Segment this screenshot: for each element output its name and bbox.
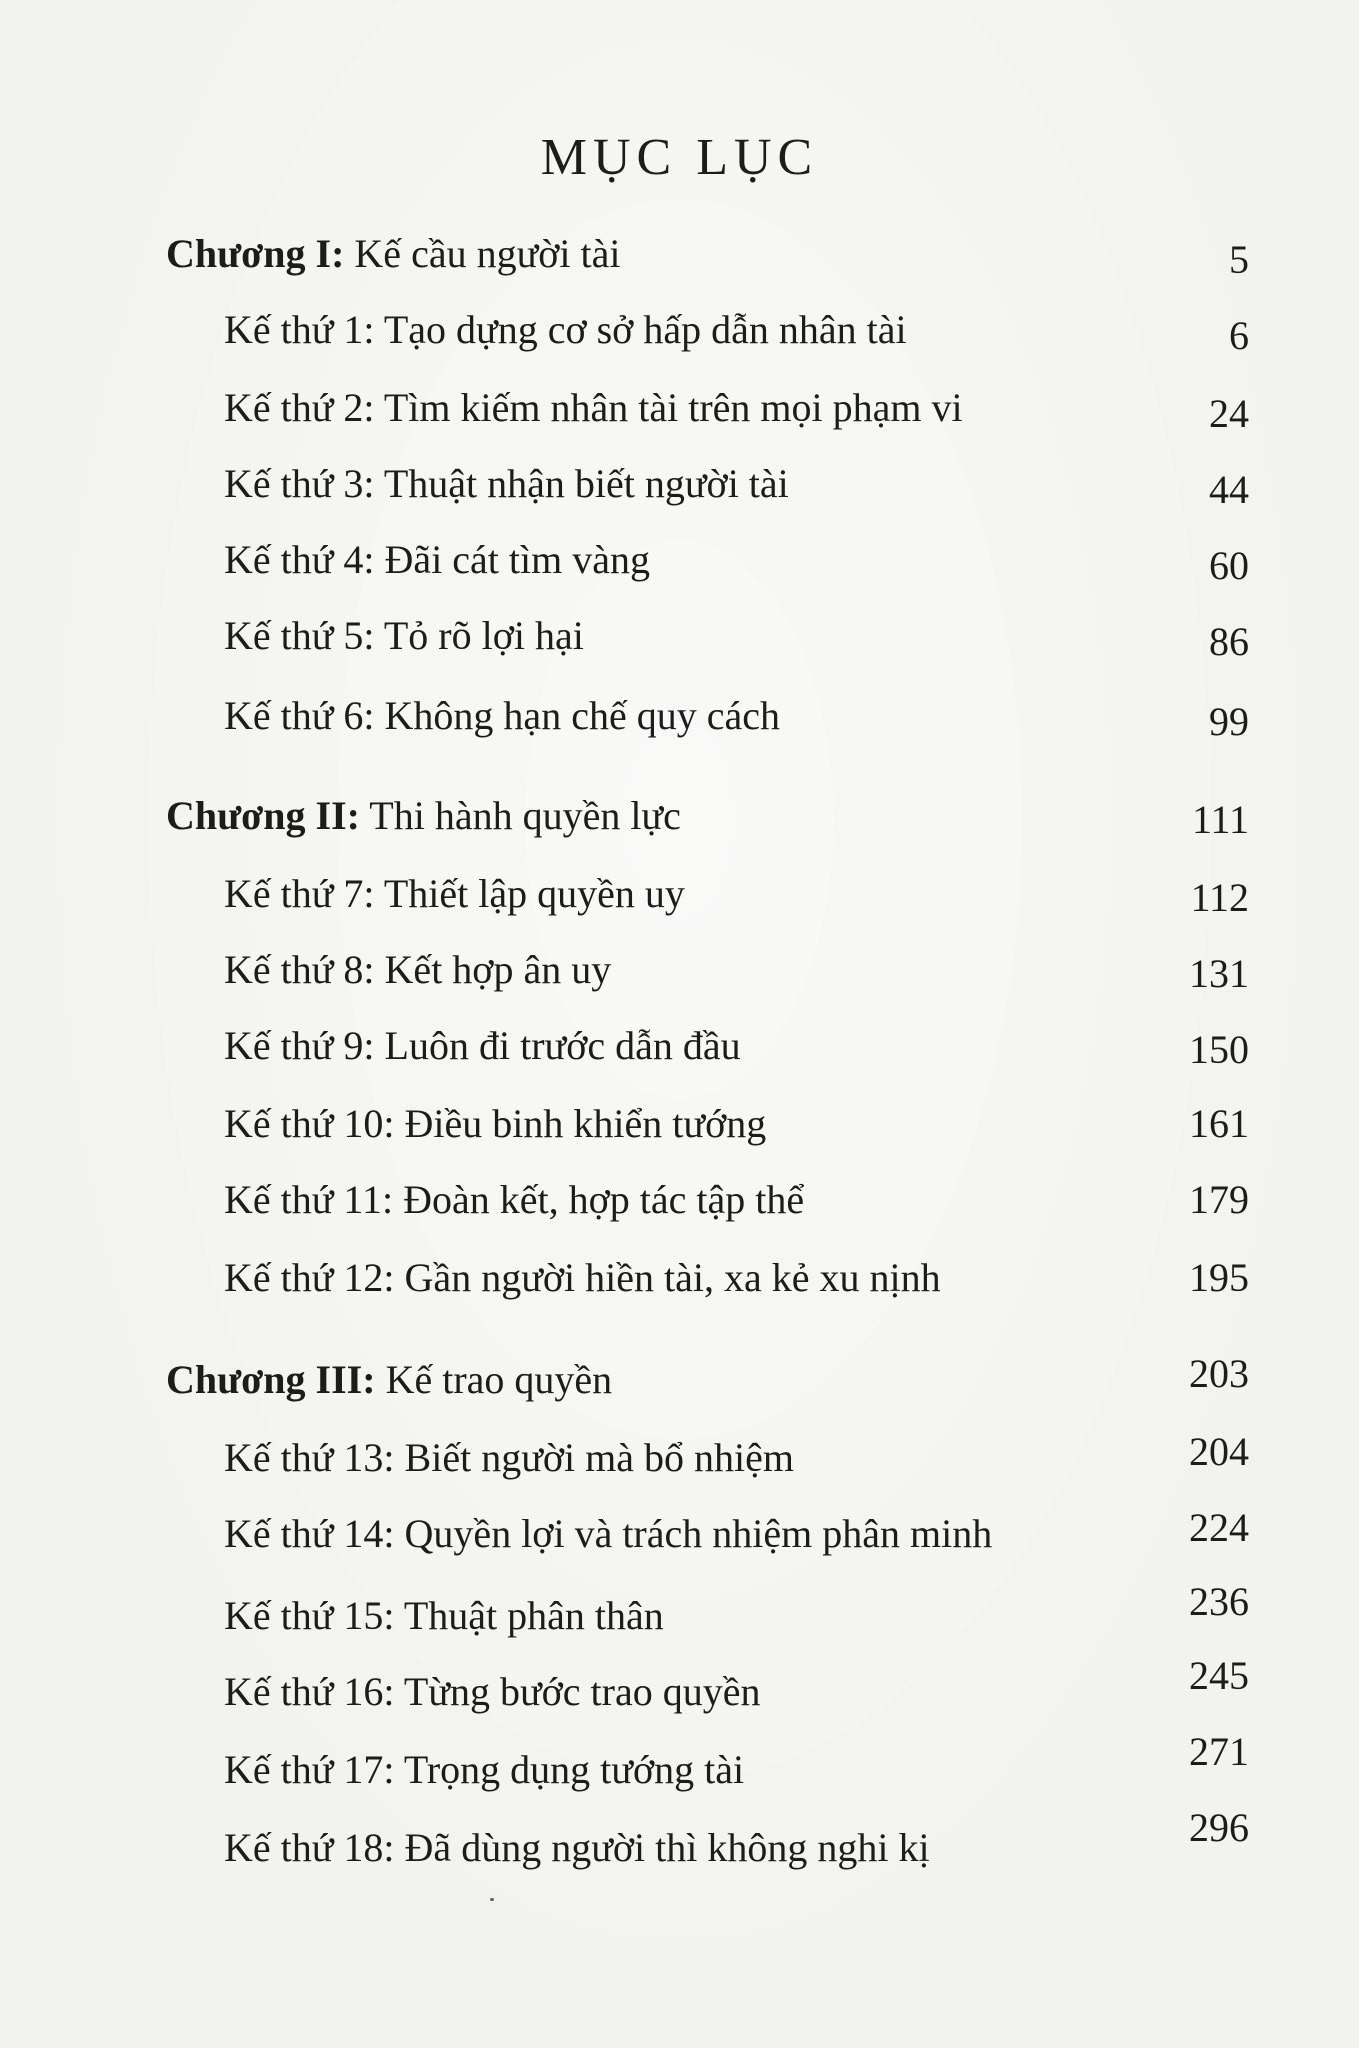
toc-entry-page: 195 (1189, 1255, 1249, 1300)
toc-entry (0, 1506, 1359, 1562)
chapter-prefix: Chương III: (166, 1357, 376, 1402)
toc-entry-page: 6 (1229, 313, 1249, 358)
toc-entry (0, 688, 1359, 744)
toc-entry (0, 608, 1359, 664)
chapter-prefix: Chương II: (166, 793, 360, 838)
toc-entry-page: 112 (1190, 875, 1249, 920)
toc-entry (0, 1653, 1359, 1720)
toc-entry-page: 204 (1189, 1429, 1249, 1474)
toc-entry (0, 866, 1359, 922)
toc-entry-label: Kế thứ 3: Thuật nhận biết người tài (224, 461, 789, 506)
toc-entry (0, 1172, 1359, 1228)
toc-entry-page: 161 (1189, 1101, 1249, 1146)
toc-entry (0, 1579, 1359, 1644)
toc-entry-page: 60 (1209, 543, 1249, 588)
chapter-heading (0, 1352, 1359, 1408)
toc-entry-label: Kế thứ 13: Biết người mà bổ nhiệm (224, 1435, 794, 1480)
toc-entry (0, 532, 1359, 588)
toc-entry-label: Kế thứ 12: Gần người hiền tài, xa kẻ xu nịnh (224, 1255, 941, 1300)
toc-entry-label: Kế thứ 2: Tìm kiếm nhân tài trên mọi phạm vi (224, 385, 963, 430)
chapter-heading (0, 788, 1359, 844)
toc-entry (0, 302, 1359, 358)
chapter-name: Kế cầu người tài (354, 231, 621, 276)
toc-entry-page: 150 (1189, 1027, 1249, 1072)
toc-entry (0, 1430, 1359, 1486)
toc-entry-label: Kế thứ 11: Đoàn kết, hợp tác tập thể (224, 1177, 805, 1222)
chapter-heading (0, 226, 1359, 282)
page-title: MỤC LỤC (540, 129, 819, 186)
toc-entry (0, 1096, 1359, 1152)
toc-entry-label: Kế thứ 14: Quyền lợi và trách nhiệm phân minh (224, 1511, 993, 1556)
toc-entry-page: 131 (1189, 951, 1249, 996)
toc-entry-page: 99 (1209, 699, 1249, 744)
toc-entry (0, 1250, 1359, 1306)
toc-entry-label: Kế thứ 15: Thuật phân thân (224, 1593, 664, 1638)
toc-entry (0, 380, 1359, 436)
chapter-label (166, 788, 681, 844)
toc-entry-page: 179 (1189, 1177, 1249, 1222)
toc-entry-label: Kế thứ 10: Điều binh khiển tướng (224, 1101, 767, 1146)
toc-entry-label: Kế thứ 1: Tạo dựng cơ sở hấp dẫn nhân tài (224, 307, 907, 352)
toc-entry-label: Kế thứ 9: Luôn đi trước dẫn đầu (224, 1023, 741, 1068)
toc-entry-page: 236 (1189, 1579, 1249, 1624)
chapter-prefix: Chương I: (166, 231, 345, 276)
chapter-page-number: 203 (1189, 1351, 1249, 1396)
toc-entry-label: Kế thứ 17: Trọng dụng tướng tài (224, 1747, 745, 1792)
chapter-name: Kế trao quyền (385, 1357, 613, 1402)
chapter-label (166, 226, 621, 282)
toc-entry-page: 245 (1189, 1653, 1249, 1698)
toc-entry-page: 224 (1189, 1505, 1249, 1550)
toc-entry (0, 942, 1359, 998)
toc-entry-label: Kế thứ 4: Đãi cát tìm vàng (224, 537, 651, 582)
toc-entry (0, 456, 1359, 512)
toc-entry (0, 1729, 1359, 1798)
toc-entry-label: Kế thứ 7: Thiết lập quyền uy (224, 871, 685, 916)
toc-entry (0, 1805, 1359, 1876)
chapter-label (166, 1352, 612, 1408)
toc-entry-page: 86 (1209, 619, 1249, 664)
toc-entry-label: Kế thứ 6: Không hạn chế quy cách (224, 693, 780, 738)
toc-entry-page: 44 (1209, 467, 1249, 512)
toc-entry-page: 271 (1189, 1729, 1249, 1774)
toc-entry-page: 24 (1209, 391, 1249, 436)
toc-entry-label: Kế thứ 8: Kết hợp ân uy (224, 947, 612, 992)
print-speck (490, 1898, 494, 1901)
toc-entry-label: Kế thứ 18: Đã dùng người thì không nghi kị (224, 1825, 930, 1870)
chapter-page-number: 5 (1229, 237, 1249, 282)
toc-entry-label: Kế thứ 16: Từng bước trao quyền (224, 1669, 761, 1714)
chapter-page-number: 111 (1191, 797, 1249, 842)
toc-entry-label: Kế thứ 5: Tỏ rõ lợi hại (224, 613, 584, 658)
toc-entry-page: 296 (1189, 1805, 1249, 1850)
toc-entry (0, 1018, 1359, 1074)
chapter-name: Thi hành quyền lực (369, 793, 681, 838)
